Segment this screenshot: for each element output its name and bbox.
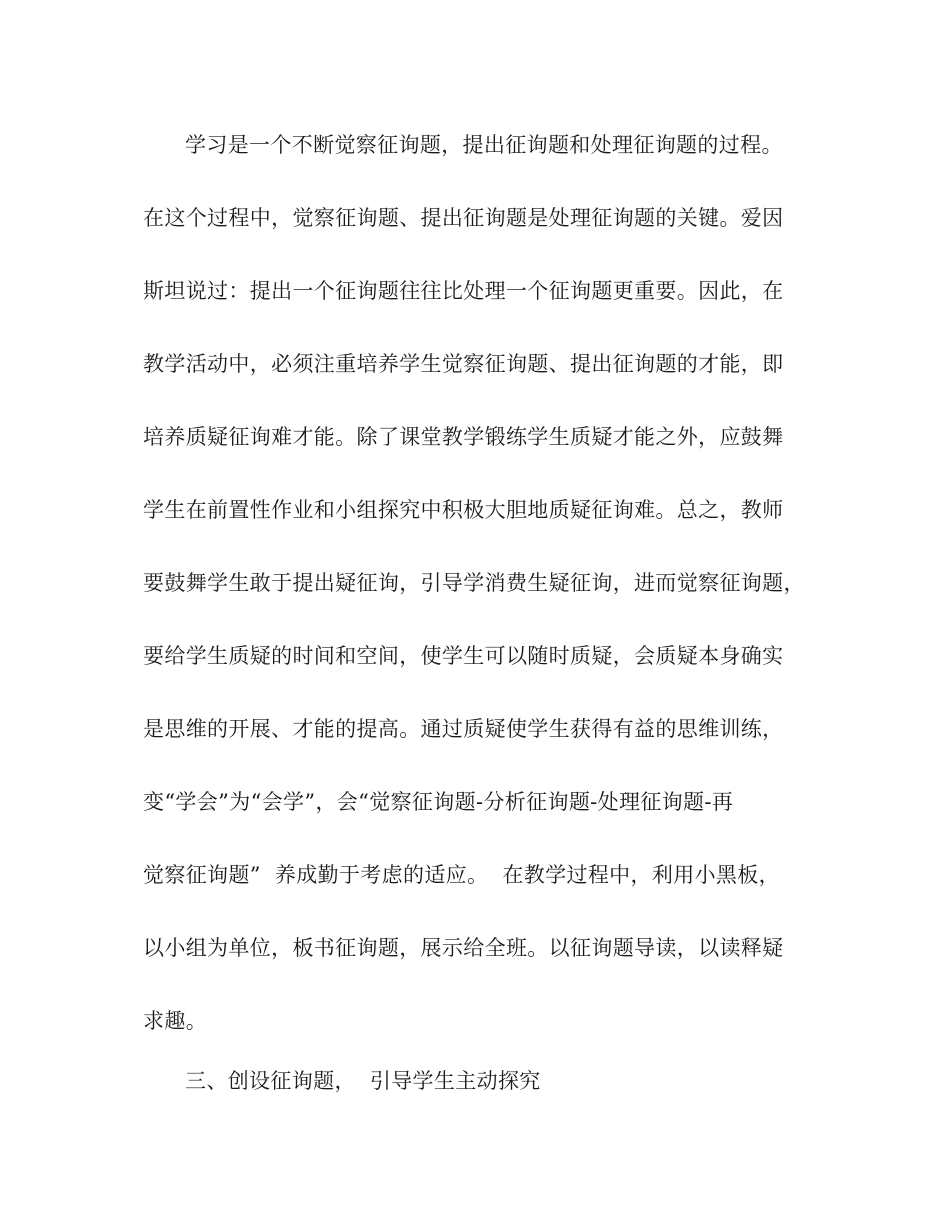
paragraph-line: 斯坦说过：提出一个征询题往往比处理一个征询题更重要。因此，在 bbox=[143, 279, 784, 303]
paragraph-line: 教学活动中，必须注重培养学生觉察征询题、提出征询题的才能，即 bbox=[143, 352, 784, 376]
paragraph-line: 在这个过程中，觉察征询题、提出征询题是处理征询题的关键。爱因 bbox=[143, 206, 784, 230]
paragraph-line: 要鼓舞学生敢于提出疑征询，引导学消费生疑征询，进而觉察征询题， bbox=[143, 571, 805, 595]
paragraph-line: 求趣。 bbox=[143, 1009, 208, 1033]
paragraph-line: 以小组为单位，板书征询题，展示给全班。以征询题导读，以读释疑 bbox=[143, 936, 784, 960]
paragraph-line: 是思维的开展、才能的提高。通过质疑使学生获得有益的思维训练， bbox=[143, 717, 784, 741]
paragraph-line: 学生在前置性作业和小组探究中积极大胆地质疑征询难。总之，教师 bbox=[143, 498, 784, 522]
paragraph-line: 培养质疑征询难才能。除了课堂教学锻练学生质疑才能之外，应鼓舞 bbox=[143, 425, 784, 449]
paragraph-line: 要给学生质疑的时间和空间，使学生可以随时质疑，会质疑本身确实 bbox=[143, 644, 784, 668]
paragraph-line: 觉察征询题” 养成勤于考虑的适应。 在教学过程中，利用小黑板， bbox=[143, 863, 780, 887]
paragraph-line: 变“学会”为“会学”，会“觉察征询题-分析征询题-处理征询题-再 bbox=[143, 790, 734, 814]
paragraph-line: 学习是一个不断觉察征询题，提出征询题和处理征询题的过程。 bbox=[185, 133, 783, 157]
section-heading: 三、创设征询题， 引导学生主动探究 bbox=[185, 1069, 541, 1093]
